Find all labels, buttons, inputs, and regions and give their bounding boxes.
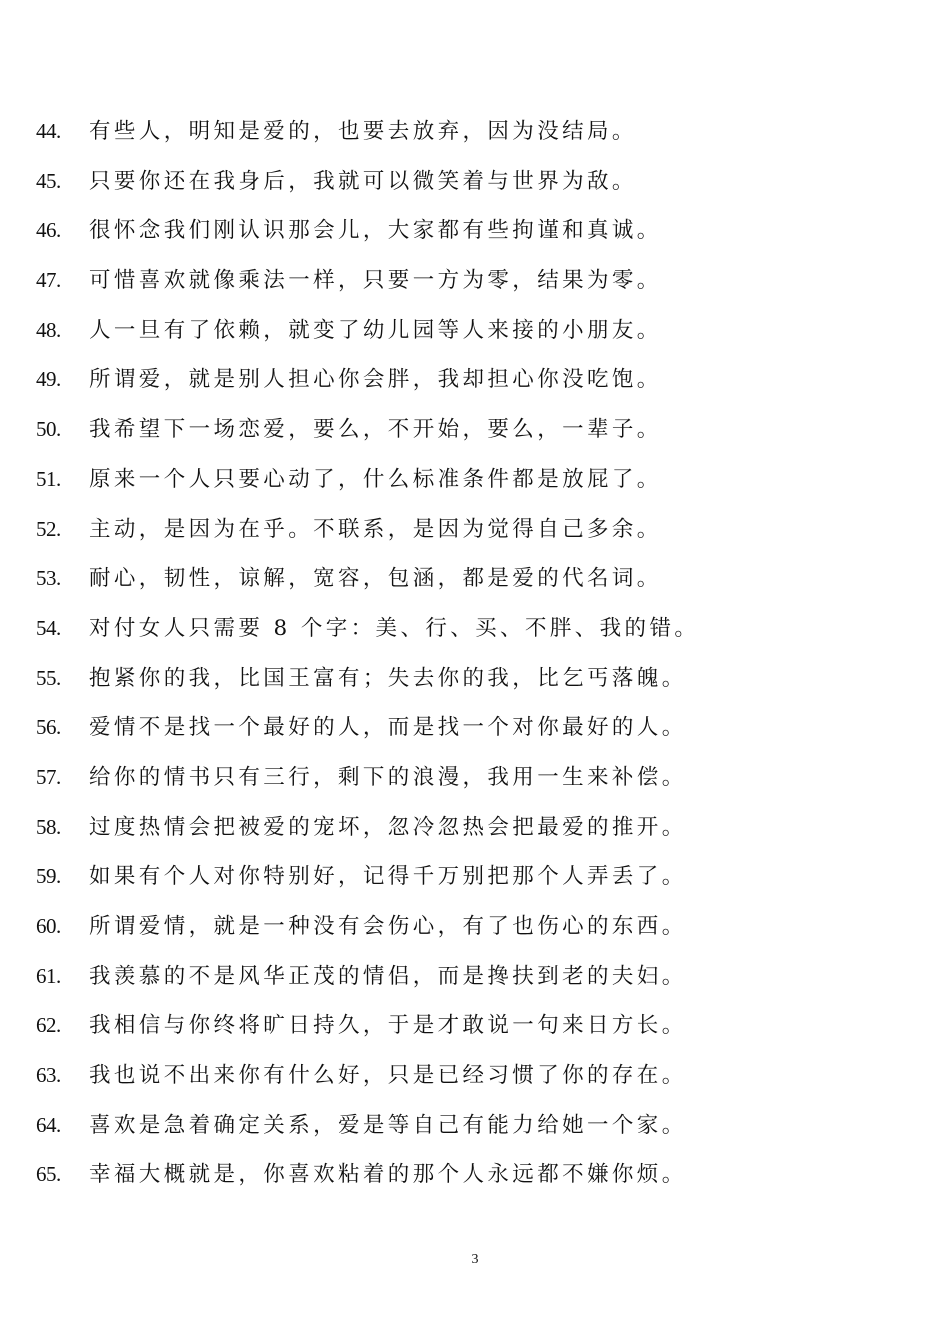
item-number: 51. (36, 466, 61, 491)
page-number: 3 (471, 1252, 479, 1267)
list-item (0, 852, 950, 902)
item-text: 所谓爱，就是别人担心你会胖，我却担心你没吃饱。 (89, 367, 662, 393)
list-item (0, 902, 950, 952)
list-item (0, 256, 950, 306)
item-text: 给你的情书只有三行，剩下的浪漫，我用一生来补偿。 (89, 764, 687, 790)
list-item (0, 803, 950, 853)
list-item (0, 306, 950, 356)
item-text: 可惜喜欢就像乘法一样，只要一方为零，结果为零。 (89, 268, 662, 294)
list-item (0, 554, 950, 604)
item-text: 我希望下一场恋爱，要么，不开始，要么，一辈子。 (89, 417, 662, 443)
item-number: 52. (36, 516, 61, 541)
quote-list (0, 107, 950, 1200)
item-number: 65. (36, 1162, 61, 1187)
list-item (0, 753, 950, 803)
list-item (0, 1051, 950, 1101)
item-text: 有些人，明知是爱的，也要去放弃，因为没结局。 (89, 119, 637, 144)
item-number: 44. (36, 119, 61, 143)
item-text: 我也说不出来你有什么好，只是已经习惯了你的存在。 (89, 1063, 687, 1089)
item-number: 63. (36, 1063, 61, 1088)
item-text: 我相信与你终将旷日持久，于是才敢说一句来日方长。 (89, 1013, 687, 1039)
item-text: 如果有个人对你特别好，记得千万别把那个人弄丢了。 (89, 864, 687, 890)
item-number: 54. (36, 615, 61, 640)
item-number: 47. (36, 268, 61, 293)
item-number: 61. (36, 963, 61, 988)
list-item (0, 952, 950, 1002)
list-item (0, 654, 950, 704)
item-text: 喜欢是急着确定关系，爱是等自己有能力给她一个家。 (89, 1112, 687, 1138)
item-number: 64. (36, 1112, 61, 1137)
item-text: 原来一个人只要心动了，什么标准条件都是放屁了。 (89, 466, 662, 492)
item-number: 45. (36, 168, 61, 193)
item-number: 49. (36, 367, 61, 392)
item-number: 60. (36, 914, 61, 938)
list-item (0, 1150, 950, 1200)
item-text: 幸福大概就是，你喜欢粘着的那个人永远都不嫌你烦。 (89, 1162, 687, 1188)
item-number: 46. (36, 218, 61, 243)
list-item (0, 703, 950, 753)
list-item (0, 455, 950, 505)
item-number: 57. (36, 764, 61, 789)
list-item (0, 107, 950, 157)
list-item (0, 1101, 950, 1151)
item-number: 58. (36, 814, 61, 839)
item-number: 53. (36, 566, 61, 591)
list-item (0, 604, 950, 654)
item-number: 50. (36, 417, 61, 442)
item-text: 抱紧你的我，比国王富有；失去你的我，比乞丐落魄。 (89, 665, 687, 691)
item-text: 很怀念我们刚认识那会儿，大家都有些拘谨和真诚。 (89, 218, 662, 244)
list-item (0, 505, 950, 555)
item-number: 62. (36, 1013, 61, 1038)
item-number: 55. (36, 665, 61, 690)
item-text: 我羡慕的不是风华正茂的情侣，而是搀扶到老的夫妇。 (89, 963, 687, 989)
item-text: 主动，是因为在乎。不联系，是因为觉得自己多余。 (89, 516, 662, 542)
list-item (0, 157, 950, 207)
item-text: 耐心，韧性，谅解，宽容，包涵，都是爱的代名词。 (89, 566, 662, 592)
item-text: 对付女人只需要 8 个字：美、行、买、不胖、我的错。 (89, 615, 700, 641)
item-number: 59. (36, 864, 61, 889)
list-item (0, 206, 950, 256)
item-text: 所谓爱情，就是一种没有会伤心，有了也伤心的东西。 (89, 914, 687, 939)
list-item (0, 355, 950, 405)
list-item (0, 1001, 950, 1051)
item-text: 爱情不是找一个最好的人，而是找一个对你最好的人。 (89, 715, 687, 741)
item-number: 48. (36, 317, 61, 342)
item-text: 只要你还在我身后，我就可以微笑着与世界为敌。 (89, 168, 637, 194)
item-number: 56. (36, 715, 61, 740)
item-text: 过度热情会把被爱的宠坏，忽冷忽热会把最爱的推开。 (89, 814, 687, 840)
list-item (0, 405, 950, 455)
item-text: 人一旦有了依赖，就变了幼儿园等人来接的小朋友。 (89, 317, 662, 343)
